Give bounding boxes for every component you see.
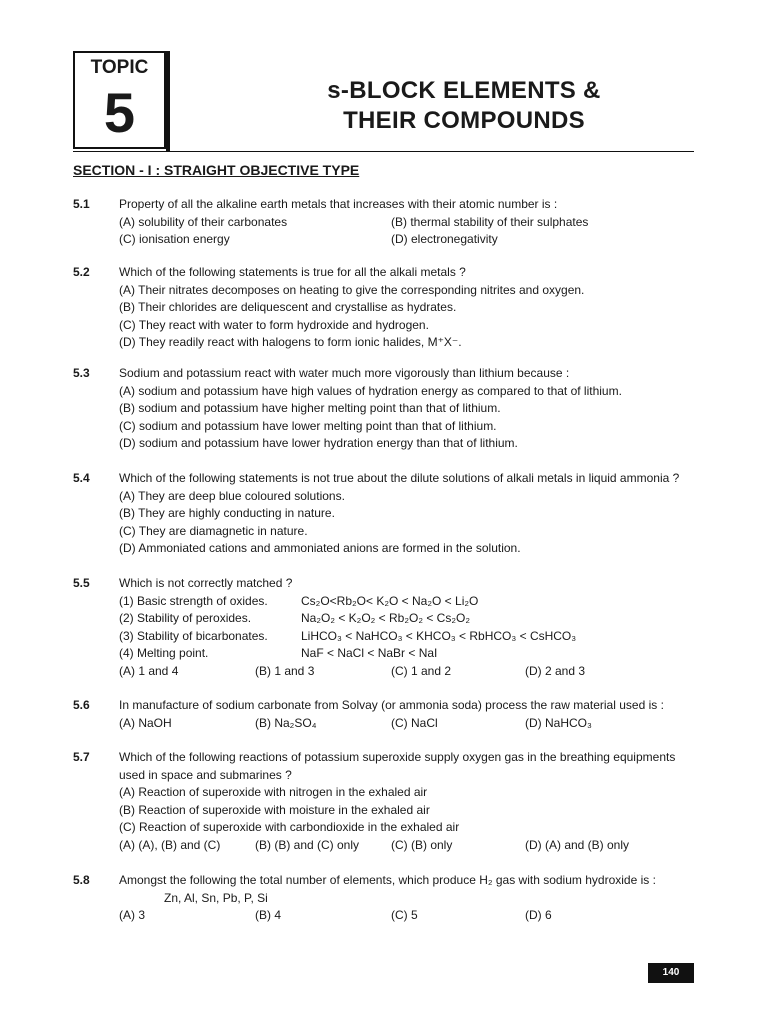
question-5-1 <box>73 196 728 249</box>
option-d: (D) electronegativity <box>391 232 498 247</box>
option-d: (D) 6 <box>525 908 552 923</box>
option-d: (D) Ammoniated cations and ammoniated anions are formed in the solution. <box>119 541 521 556</box>
element-list: Zn, Al, Sn, Pb, P, Si <box>164 890 268 905</box>
pair-property: (4) Melting point. <box>119 646 209 661</box>
option-c: (C) 1 and 2 <box>391 663 452 678</box>
match-pair-2 <box>119 610 728 628</box>
question-5-4 <box>73 470 728 558</box>
pair-property: (1) Basic strength of oxides. <box>119 593 268 608</box>
question-text-cont: used in space and submarines ? <box>119 767 292 782</box>
option-c: (C) (B) only <box>391 837 453 852</box>
question-number: 5.3 <box>73 366 90 380</box>
option-b: (B) thermal stability of their sulphates <box>391 214 589 229</box>
question-number: 5.4 <box>73 471 90 485</box>
question-5-8 <box>73 872 728 925</box>
question-5-6 <box>73 697 728 732</box>
option-b: (B) Na₂SO₄ <box>255 715 317 730</box>
topic-number: 5 <box>103 81 136 144</box>
question-number: 5.5 <box>73 576 90 590</box>
option-c: (C) They react with water to form hydroxide and hydrogen. <box>119 317 429 332</box>
pair-property: (3) Stability of bicarbonates. <box>119 628 268 643</box>
question-5-7 <box>73 749 728 855</box>
question-number: 5.7 <box>73 750 90 764</box>
option-a: (A) 1 and 4 <box>119 663 179 678</box>
question-text: Which of the following statements is true for all the alkali metals ? <box>119 265 466 279</box>
header-rule <box>73 151 694 152</box>
question-5-2 <box>73 264 728 352</box>
option-c: (C) ionisation energy <box>119 232 230 247</box>
option-a: (A) (A), (B) and (C) <box>119 837 221 852</box>
option-b: (B) 1 and 3 <box>255 663 315 678</box>
option-d: (D) They readily react with halogens to form ionic halides, M⁺X⁻. <box>119 335 462 350</box>
match-pair-1 <box>119 593 728 611</box>
question-5-5 <box>73 575 728 681</box>
chapter-title-line1: s-BLOCK ELEMENTS & <box>327 77 601 104</box>
question-number: 5.2 <box>73 265 90 279</box>
topic-box-shadow <box>166 51 170 151</box>
chapter-title <box>200 76 728 136</box>
option-a: (A) NaOH <box>119 715 172 730</box>
question-text: Amongst the following the total number of elements, which produce H₂ gas with sodium hydroxide is : <box>119 873 656 887</box>
question-number: 5.6 <box>73 698 90 712</box>
pair-order: LiHCO₃ < NaHCO₃ < KHCO₃ < RbHCO₃ < CsHCO₃ <box>301 628 577 643</box>
question-text: Property of all the alkaline earth metals that increases with their atomic number is : <box>119 197 558 211</box>
topic-box <box>73 51 166 149</box>
page-number: 140 <box>648 963 694 983</box>
pair-order: NaF < NaCl < NaBr < NaI <box>301 646 438 661</box>
question-5-3 <box>73 365 728 453</box>
option-d: (D) 2 and 3 <box>525 663 586 678</box>
option-a: (A) Their nitrates decomposes on heating to give the corresponding nitrites and oxygen. <box>119 282 585 297</box>
question-text: Which is not correctly matched ? <box>119 576 293 590</box>
statement-b: (B) Reaction of superoxide with moisture in the exhaled air <box>119 802 430 817</box>
option-d: (D) NaHCO₃ <box>525 715 592 730</box>
option-c: (C) sodium and potassium have lower melting point than that of lithium. <box>119 418 497 433</box>
option-c: (C) NaCl <box>391 715 438 730</box>
chapter-title-line2: THEIR COMPOUNDS <box>343 107 585 134</box>
option-a: (A) sodium and potassium have high values of hydration energy as compared to that of lithium. <box>119 383 622 398</box>
option-b: (B) They are highly conducting in nature. <box>119 506 335 521</box>
statement-c: (C) Reaction of superoxide with carbondioxide in the exhaled air <box>119 820 460 835</box>
option-b: (B) Their chlorides are deliquescent and crystallise as hydrates. <box>119 300 457 315</box>
question-number: 5.8 <box>73 873 90 887</box>
pair-property: (2) Stability of peroxides. <box>119 611 252 626</box>
option-d: (D) (A) and (B) only <box>525 837 630 852</box>
option-b: (B) sodium and potassium have higher melting point than that of lithium. <box>119 401 501 416</box>
pair-order: Cs₂O<Rb₂O< K₂O < Na₂O < Li₂O <box>301 593 479 608</box>
question-text: Which of the following statements is not true about the dilute solutions of alkali metals in liquid ammonia ? <box>119 471 680 485</box>
option-b: (B) 4 <box>255 908 282 923</box>
match-pair-4 <box>119 645 728 663</box>
section-title: SECTION - I : STRAIGHT OBJECTIVE TYPE <box>73 162 360 178</box>
question-text: Sodium and potassium react with water much more vigorously than lithium because : <box>119 366 570 380</box>
statement-a: (A) Reaction of superoxide with nitrogen in the exhaled air <box>119 785 428 800</box>
option-c: (C) 5 <box>391 908 418 923</box>
pair-order: Na₂O₂ < K₂O₂ < Rb₂O₂ < Cs₂O₂ <box>301 611 470 626</box>
option-d: (D) sodium and potassium have lower hydration energy than that of lithium. <box>119 436 518 451</box>
match-pair-3 <box>119 628 728 646</box>
option-a: (A) 3 <box>119 908 146 923</box>
question-text: Which of the following reactions of potassium superoxide supply oxygen gas in the breathing equipments <box>119 750 676 764</box>
option-b: (B) (B) and (C) only <box>255 837 360 852</box>
option-a: (A) solubility of their carbonates <box>119 214 288 229</box>
question-number: 5.1 <box>73 197 90 211</box>
option-c: (C) They are diamagnetic in nature. <box>119 523 308 538</box>
option-a: (A) They are deep blue coloured solutions. <box>119 488 345 503</box>
question-text: In manufacture of sodium carbonate from Solvay (or ammonia soda) process the raw material used is : <box>119 698 664 712</box>
topic-label: TOPIC <box>90 57 149 78</box>
